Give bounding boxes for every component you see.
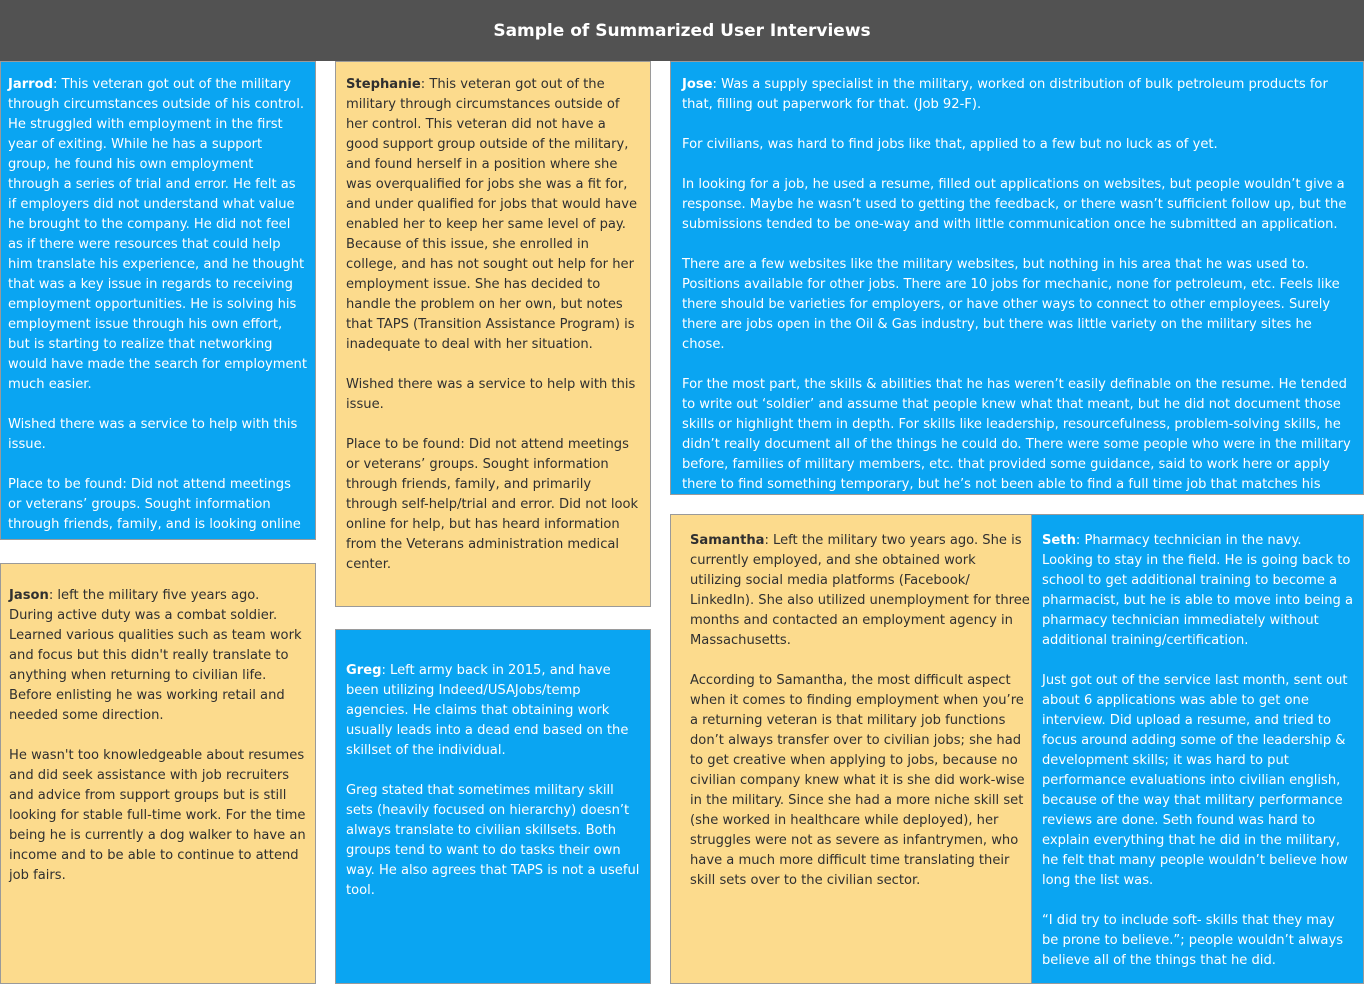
interview-text: : Left army back in 2015, and have been utilizing Indeed/USAJobs/temp agencies. He claims that obtaining work usually leads into a dead end based on the skillset of the individual. <box>346 663 629 758</box>
interview-card-seth <box>1031 514 1364 984</box>
interviewee-name: Jose <box>682 77 713 92</box>
interviewee-name: Samantha <box>690 533 765 548</box>
interviewee-name: Jarrod <box>8 77 53 92</box>
interview-card-stephanie <box>335 61 651 607</box>
interview-paragraph: Place to be found: Did not attend meetings or veterans’ groups. Sought information through friends, family, and is looking online more <box>8 477 301 552</box>
interview-paragraph: “I did try to include soft- skills that they may be prone to believe.”; people wouldn’t always believe all of the things that he did. <box>1042 913 1344 968</box>
interview-paragraph: According to Samantha, the most difficult aspect when it comes to finding employment when you’re a returning veteran is that military job functions don’t always transfer over to civilian jobs; she had to get creative when applying to jobs, because no civilian company knew what it is she did work-wise in the military. Since she had a more niche skill set (she worked in healthcare while deployed), her struggles were not as severe as infantrymen, who have a much more difficult time translating their skill sets over to the civilian sector. <box>690 673 1025 888</box>
interview-card-jose <box>670 61 1364 512</box>
interview-paragraph: There are a few websites like the military websites, but nothing in his area that he was used to. Positions available for other jobs. There are 10 jobs for mechanic, none for petroleum, etc. Feels like there should be varieties for employers, or have other ways to connect to other employees. Surely there are jobs open in the Oil & Gas industry, but there was little variety on the military sites he chose. <box>682 257 1340 352</box>
interview-card-greg <box>335 629 651 984</box>
interview-text: : This veteran got out of the military through circumstances outside of her control. This veteran did not have a good support group outside of the military, and found herself in a position where she was overqualified for jobs she was a fit for, and under qualified for jobs that would have enabled her to keep her same level of pay. Because of this issue, she enrolled in college, and has not sought out help for her employment issue. She has decided to handle the problem on her own, but notes that TAPS (Transition Assistance Program) is inadequate to deal with her situation. <box>346 77 638 352</box>
interview-text: : This veteran got out of the military through circumstances outside of his control. He struggled with employment in the first year of exiting. While he has a support group, he found his own employment through a series of trial and error. He felt as if employers did not understand what value he brought to the company. He did not feel as if there were resources that could help him translate his experience, and he thought that was a key issue in regards to receiving employment opportunities. He is solving his employment issue through his own effort, but is starting to realize that networking would have made the search for employment much easier. <box>8 77 307 392</box>
interview-paragraph <box>346 75 640 355</box>
interviewee-name: Stephanie <box>346 77 421 92</box>
interview-paragraph <box>682 75 1352 115</box>
interview-paragraph <box>1042 531 1354 651</box>
interview-card-jason <box>0 563 316 984</box>
interview-paragraph: In looking for a job, he used a resume, filled out applications on websites, but people wouldn’t give a response. Maybe he wasn’t used to getting the feedback, or there wasn’t sufficient follow up, but the submissions tended to be one-way and with little communication once he submitted an application. <box>682 177 1347 232</box>
interviewee-name: Seth <box>1042 533 1076 548</box>
interviewee-name: Jason <box>9 588 49 603</box>
interview-paragraph: Just got out of the service last month, sent out about 6 applications was able to get one interview. Did upload a resume, and tried to focus around adding some of the leadership & development skills; it was hard to put performance evaluations into civilian english, because of the way that military performance reviews are done. Seth found was hard to explain everything that he did in the military, he felt that many people wouldn’t believe how long the list was. <box>1042 673 1348 888</box>
interviewee-name: Greg <box>346 663 382 678</box>
interview-text: : left the military five years ago. During active duty was a combat soldier. Learned various qualities such as team work and focus but this didn't really translate to anything when returning to civilian life. Before enlisting he was working retail and needed some direction. <box>9 588 302 723</box>
interview-paragraph: Wished there was a service to help with this issue. <box>8 417 298 452</box>
interview-paragraph <box>8 75 308 395</box>
interview-paragraph <box>346 661 640 761</box>
interview-paragraph: Wished there was a service to help with this issue. <box>346 377 636 412</box>
page-title: Sample of Summarized User Interviews <box>493 20 871 41</box>
interview-text: : Was a supply specialist in the military, worked on distribution of bulk petroleum products for that, filling out paperwork for that. (Job 92-F). <box>682 77 1328 112</box>
interview-card-samantha <box>670 514 1041 984</box>
interview-paragraph: Place to be found: Did not attend meetings or veterans’ groups. Sought information through friends, family, and primarily through self-help/trial and error. Did not look online for help, but has heard information from the Veterans administration medical center. <box>346 437 639 572</box>
interview-paragraph: He wasn't too knowledgeable about resumes and did seek assistance with job recruiters and advice from support groups but is still looking for stable full-time work. For the time being he is currently a dog walker to have an income and to be able to continue to attend job fairs. <box>9 748 306 883</box>
interview-paragraph: Greg stated that sometimes military skill sets (heavily focused on hierarchy) doesn’t always translate to civilian skillsets. Both groups tend to want to do tasks their own way. He also agrees that TAPS is not a useful tool. <box>346 783 640 898</box>
page-header <box>0 0 1364 61</box>
interview-paragraph: For civilians, was hard to find jobs like that, applied to a few but no luck as of yet. <box>682 137 1218 152</box>
interview-text: : Pharmacy technician in the navy. Looking to stay in the field. He is going back to school to get additional training to become a pharmacist, but he is able to move into being a pharmacy technician immediately without additional training/certification. <box>1042 533 1354 648</box>
interview-card-jarrod <box>0 61 316 552</box>
interview-paragraph <box>690 531 1030 651</box>
interview-paragraph <box>9 586 307 726</box>
interview-paragraph: For the most part, the skills & abilities that he has weren’t easily definable on the resume. He tended to write out ‘soldier’ and assume that people knew what that meant, but he did not document those skills or highlight them in depth. For skills like leadership, resourcefulness, problem-solving skills, he didn’t really document all of the things he could do. There were some people who were in the military before, families of military members, etc. that provided some guidance, said to work here or apply there to find something temporary, but he’s not been able to find a full time job that matches his skills. <box>682 377 1351 512</box>
interview-text: : Left the military two years ago. She is currently employed, and she obtained work utilizing social media platforms (Facebook/ LinkedIn). She also utilized unemployment for three months and contacted an employment agency in Massachusetts. <box>690 533 1030 648</box>
